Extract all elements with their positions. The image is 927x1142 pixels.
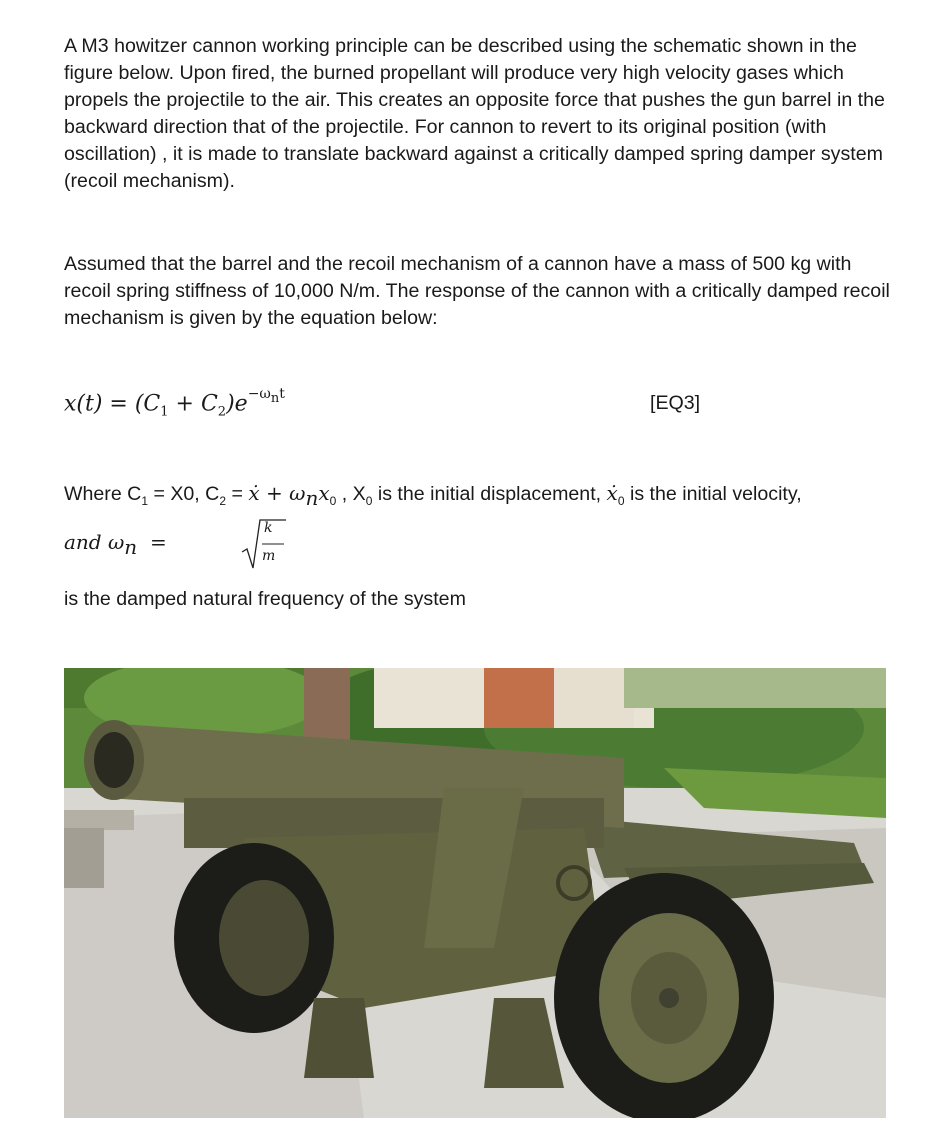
equation-row [64,386,894,426]
fraction-numerator: k [264,520,273,536]
assumption-paragraph: Assumed that the barrel and the recoil mechanism of a cannon have a mass of 500 kg with recoil spring stiffness of 10,000 N/m. The response of the cannon with a critically damped recoil mechanism is given by the equation below: [64,253,890,329]
fraction-denominator: m [262,548,276,564]
howitzer-photo [64,668,886,1118]
intro-paragraph: A M3 howitzer cannon working principle can be described using the schematic shown in the figure below. Upon fired, the burned propellant will produce very high velocity gases which propels the projectile to the air. This creates an opposite force that pushes the gun barrel in the backward direction that of the projectile. For cannon to revert to its original position (with oscillation) , it is made to translate backward against a critically damped spring damper system (recoil mechanism). [64,35,885,192]
response-equation: $x(t) = (C_1 + C_2)e^{-\omega_nt}$ [64,386,285,420]
equation-label: [EQ3] [650,392,701,414]
where-line: Where $C_1 = X0$, $C_2$ = ẋ + $\omega_nx_0$ , $X_0$ is the initial displacement, ẋ$_0$ is the initial velocity, [64,481,802,510]
natural-frequency-text: is the damped natural frequency of the system [64,588,466,610]
omega-definition: and $\omega_n$ = k m [64,516,464,574]
